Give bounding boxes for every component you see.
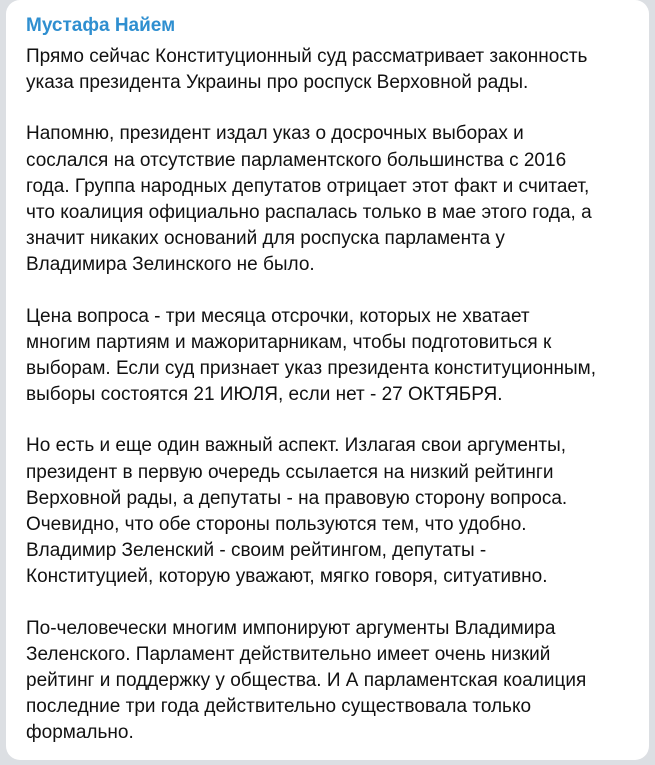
text-line: Верховной рады, а депутаты - на правовую сторону вопроса. bbox=[26, 487, 568, 509]
text-line: Напомню, президент издал указ о досрочных выборах и bbox=[26, 123, 524, 145]
text-line: последние три года действительно существовала только bbox=[26, 696, 532, 718]
message-bubble bbox=[6, 0, 649, 760]
text-line: Очевидно, что обе стороны пользуются тем, что удобно. bbox=[26, 514, 527, 536]
text-line: Зеленского. Парламент действительно имеет очень низкий bbox=[26, 643, 551, 665]
text-line: значит никаких оснований для роспуска парламента у bbox=[26, 228, 505, 250]
text-line: Но есть и еще один важный аспект. Излагая свои аргументы, bbox=[26, 435, 567, 457]
text-line: указа президента Украины про роспуск Верховной рады. bbox=[26, 72, 529, 94]
text-line: президент в первую очередь ссылается на низкий рейтинги bbox=[26, 461, 554, 483]
text-line: года. Группа народных депутатов отрицает этот факт и считает, bbox=[26, 175, 590, 197]
message-paragraph-5 bbox=[26, 616, 635, 747]
text-line: многим партиям и мажоритарникам, чтобы подготовиться к bbox=[26, 331, 552, 353]
text-line: рейтинг и поддержку у общества. И А парламентская коалиция bbox=[26, 670, 587, 692]
text-line: Конституцией, которую уважают, мягко говоря, ситуативно. bbox=[26, 566, 548, 588]
text-line: выборы состоятся 21 ИЮЛЯ, если нет - 27 ОКТЯБРЯ. bbox=[26, 384, 503, 406]
text-line: что коалиция официально распалась только в мае этого года, а bbox=[26, 202, 592, 224]
text-line: сослался на отсутствие парламентского большинства с 2016 bbox=[26, 149, 567, 171]
text-line: Цена вопроса - три месяца отсрочки, которых не хватает bbox=[26, 305, 530, 327]
text-line: Владимир Зеленский - своим рейтингом, депутаты - bbox=[26, 540, 487, 562]
text-line: выборам. Если суд признает указ президента конституционным, bbox=[26, 358, 597, 380]
message-paragraph-1 bbox=[26, 44, 635, 96]
message-author[interactable]: Мустафа Найем bbox=[26, 15, 176, 36]
text-line: Прямо сейчас Конституционный суд рассматривает законность bbox=[26, 46, 588, 67]
text-line: формально. bbox=[26, 722, 134, 744]
message-paragraph-3 bbox=[26, 304, 635, 409]
message-paragraph-2 bbox=[26, 121, 635, 278]
text-line: По-человечески многим импонируют аргументы Владимира bbox=[26, 617, 556, 639]
message-paragraph-4 bbox=[26, 433, 635, 590]
text-line: Владимира Зелинского не было. bbox=[26, 254, 315, 276]
